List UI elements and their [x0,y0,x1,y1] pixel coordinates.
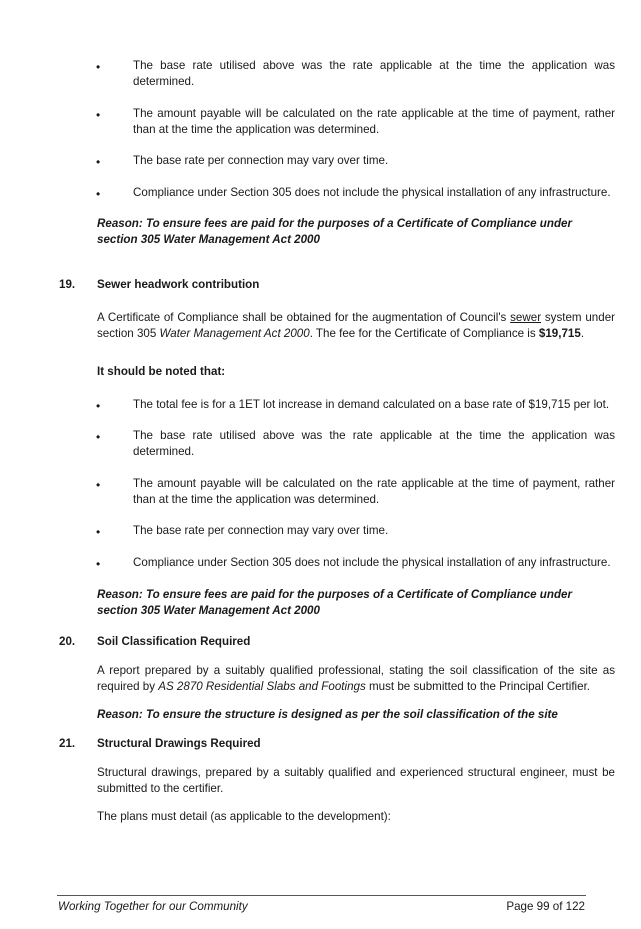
section-paragraph: Structural drawings, prepared by a suitably qualified and experienced structural engineer, must be submitted to the certifier. [97,766,615,795]
bullet-text: The base rate per connection may vary over time. [133,524,389,537]
footer-tagline: Working Together for our Community [58,900,248,913]
section-number: 19. [59,278,76,291]
page-number: Page 99 of 122 [506,900,585,913]
bullet-text: The amount payable will be calculated on the rate applicable at the time of payment, rather than at the time the application was determined. [133,477,615,506]
section-paragraph: A report prepared by a suitably qualified professional, stating the soil classification of the site as required by AS 2870 Residential Slabs and Footings must be submitted to the Principal Certifier. [97,664,615,693]
section-paragraph: The plans must detail (as applicable to the development): [97,810,391,823]
section-heading: Soil Classification Required [97,635,251,648]
section-heading: Sewer headwork contribution [97,278,260,291]
reason-statement: Reason: To ensure fees are paid for the purposes of a Certificate of Compliance under section 305 Water Management Act 2000 [97,217,573,246]
bullet-marker: • [96,187,101,201]
bullet-text: The base rate utilised above was the rate applicable at the time the application was determined. [133,429,615,458]
bullet-marker: • [96,155,101,169]
reason-statement: Reason: To ensure fees are paid for the purposes of a Certificate of Compliance under section 305 Water Management Act 2000 [97,588,573,617]
section-number: 21. [59,737,76,750]
bullet-text: The amount payable will be calculated on the rate applicable at the time of payment, rather than at the time the application was determined. [133,107,615,136]
note-heading: It should be noted that: [97,365,226,378]
section-paragraph: A Certificate of Compliance shall be obtained for the augmentation of Council's sewer system under section 305 Water Management Act 2000. The fee for the Certificate of Compliance is $19,715. [97,311,616,340]
bullet-marker: • [96,478,101,492]
footer-divider [57,895,586,896]
bullet-marker: • [96,557,101,571]
bullet-text: The total fee is for a 1ET lot increase in demand calculated on a base rate of $19,715 per lot. [133,398,610,411]
reason-statement: Reason: To ensure the structure is designed as per the soil classification of the site [97,708,558,721]
bullet-text: The base rate utilised above was the rate applicable at the time the application was determined. [133,59,615,88]
bullet-marker: • [96,525,101,539]
bullet-marker: • [96,60,101,74]
bullet-marker: • [96,399,101,413]
bullet-text: The base rate per connection may vary over time. [133,154,389,167]
section-heading: Structural Drawings Required [97,737,261,750]
bullet-text: Compliance under Section 305 does not include the physical installation of any infrastructure. [133,556,611,569]
bullet-marker: • [96,430,101,444]
sewer-link[interactable]: sewer [510,311,542,324]
section-number: 20. [59,635,76,648]
bullet-marker: • [96,108,101,122]
fee-amount: $19,715 [538,327,581,340]
bullet-text: Compliance under Section 305 does not include the physical installation of any infrastructure. [133,186,611,199]
